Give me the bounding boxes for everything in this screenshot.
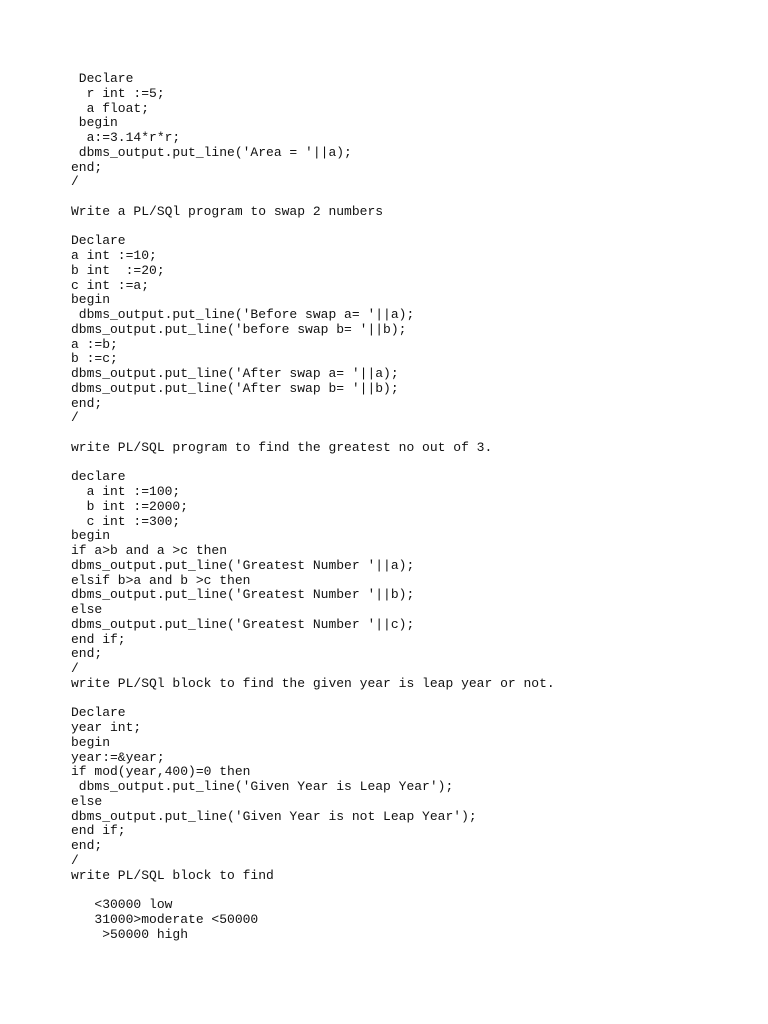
code-line: dbms_output.put_line('Greatest Number '||a); (71, 557, 415, 573)
code-line: c int :=300; (71, 513, 181, 529)
code-line: end; (71, 159, 103, 175)
code-line: / (71, 410, 79, 426)
code-line: dbms_output.put_line('Given Year is Leap Year'); (71, 779, 454, 794)
code-line (71, 456, 751, 471)
code-line: 31000>moderate <50000 (71, 911, 259, 927)
code-line: dbms_output.put_line('Area = '||a); (71, 144, 352, 160)
code-line: Declare (71, 71, 134, 86)
code-line: dbms_output.put_line('Before swap a= '||a); (71, 307, 415, 322)
code-line: end if; (71, 631, 126, 647)
code-line: / (71, 661, 79, 676)
code-line: end; (71, 395, 103, 411)
code-line: b int :=20; (71, 262, 165, 278)
code-line: dbms_output.put_line('After swap a= '||a); (71, 366, 399, 381)
code-line: / (71, 174, 79, 190)
code-line: begin (71, 292, 111, 308)
code-line (71, 692, 751, 707)
code-line: begin (71, 115, 118, 131)
code-line: declare (71, 469, 126, 485)
code-line (71, 426, 751, 441)
code-line (71, 883, 751, 898)
code-line (71, 190, 751, 205)
code-line: elsif b>a and b >c then (71, 572, 251, 588)
code-line: year:=&year; (71, 749, 165, 765)
code-line: r int :=5; (71, 85, 165, 101)
code-line: end; (71, 646, 103, 662)
code-line: write PL/SQL program to find the greatest no out of 3. (71, 439, 493, 455)
code-line: begin (71, 734, 111, 750)
code-line: a :=b; (71, 336, 118, 352)
code-line: b int :=2000; (71, 498, 189, 514)
code-line: Declare (71, 233, 126, 249)
code-line: dbms_output.put_line('After swap b= '||b); (71, 380, 399, 396)
code-line: write PL/SQl block to find the given year is leap year or not. (71, 675, 555, 691)
code-line: if mod(year,400)=0 then (71, 764, 251, 780)
code-line: Write a PL/SQl program to swap 2 numbers (71, 203, 384, 219)
code-line: b :=c; (71, 351, 118, 367)
code-line: a:=3.14*r*r; (71, 130, 181, 145)
code-line: >50000 high (71, 926, 189, 942)
code-line: dbms_output.put_line('Greatest Number '||c); (71, 616, 415, 632)
code-line: begin (71, 528, 111, 544)
code-line: end if; (71, 823, 126, 839)
code-line: write PL/SQL block to find (71, 867, 274, 883)
code-line: year int; (71, 720, 142, 735)
code-line: dbms_output.put_line('before swap b= '||b); (71, 321, 407, 337)
code-line: c int :=a; (71, 277, 150, 293)
document-body (71, 72, 751, 942)
code-line: a int :=100; (71, 484, 181, 499)
code-line: a float; (71, 100, 150, 116)
code-line (71, 220, 751, 235)
code-line: <30000 low (71, 897, 173, 912)
code-line: / (71, 852, 79, 868)
code-line: else (71, 602, 103, 617)
code-line: if a>b and a >c then (71, 543, 228, 558)
code-line: Declare (71, 705, 126, 721)
code-line: dbms_output.put_line('Given Year is not Leap Year'); (71, 808, 477, 824)
code-line: else (71, 793, 103, 809)
code-line: end; (71, 838, 103, 853)
code-line: a int :=10; (71, 248, 157, 263)
code-line: dbms_output.put_line('Greatest Number '||b); (71, 587, 415, 603)
